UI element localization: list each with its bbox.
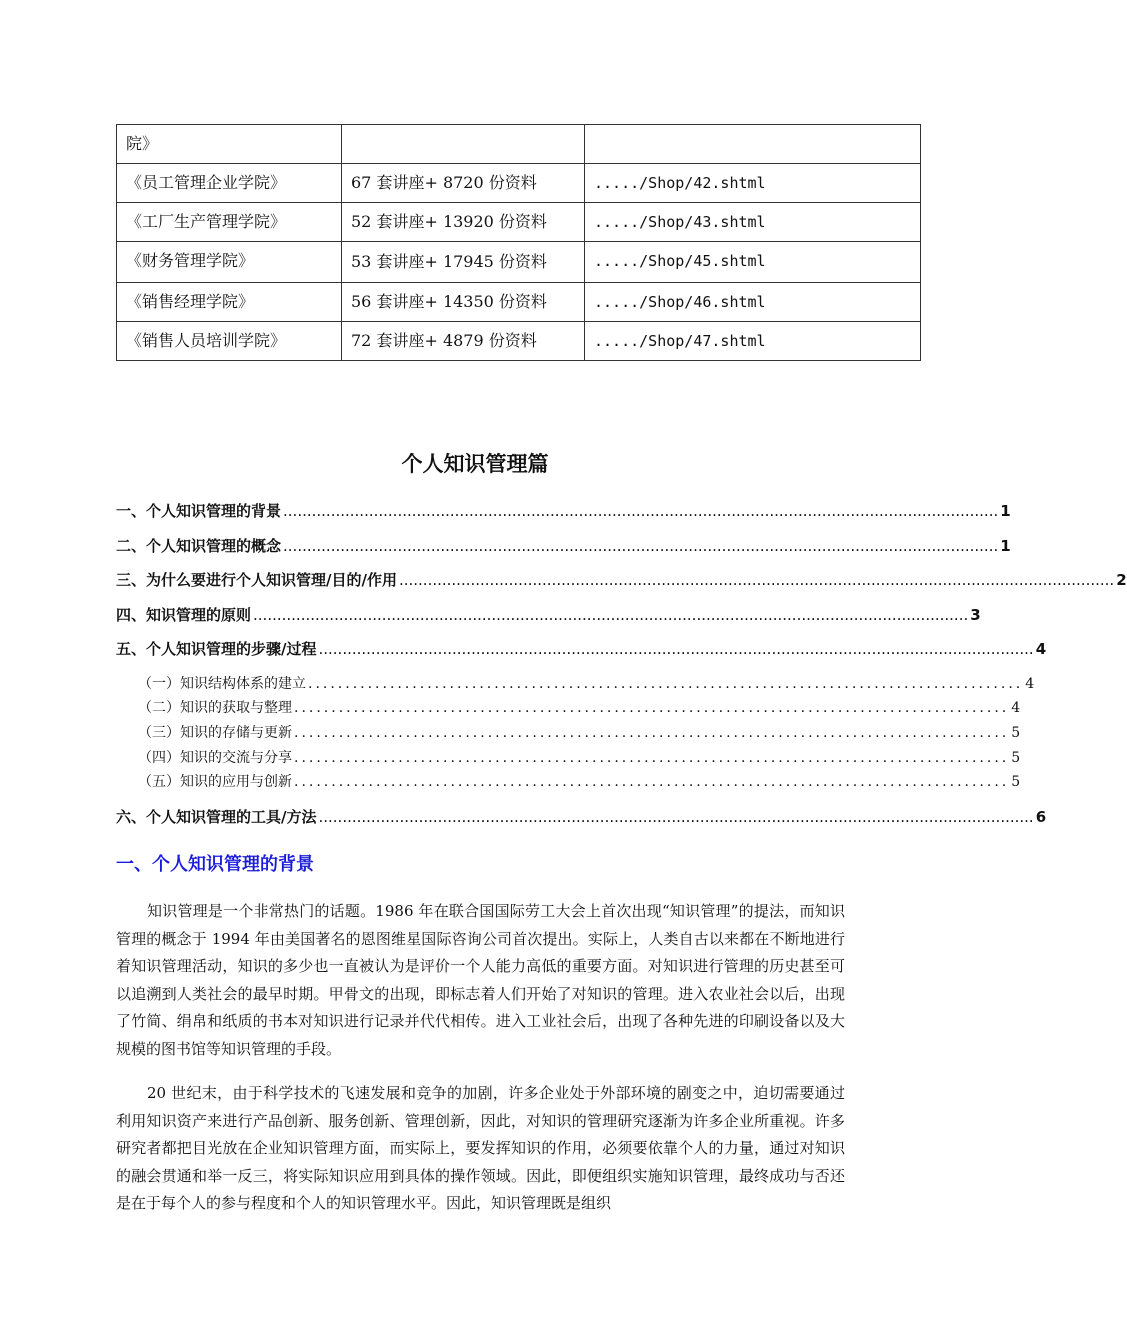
section-heading: 一、个人知识管理的背景 [116,854,314,875]
toc-subentry[interactable] [116,722,1021,742]
toc-leader: ................................................................................................ [294,774,1010,790]
content-cell: 72 套讲座+ 4879 份资料 [342,322,585,361]
link-cell[interactable]: ...../Shop/47.shtml [585,322,921,361]
link-cell [585,125,921,164]
toc-page: 5 [1011,750,1021,766]
toc-leader: ................................................................................................ [308,676,1024,692]
content-cell: 52 套讲座+ 13920 份资料 [342,203,585,242]
link-cell[interactable]: ...../Shop/43.shtml [585,203,921,242]
toc-label: （一）知识结构体系的建立 [138,676,306,692]
toc-label: 四、知识管理的原则 [116,606,252,624]
content-cell: 56 套讲座+ 14350 份资料 [342,283,585,322]
content-text: 53 套讲座+ 17945 份资料 [351,252,547,271]
link-cell[interactable]: ...../Shop/45.shtml [585,242,921,283]
toc-entry[interactable] [116,806,1047,827]
toc-label: （三）知识的存储与更新 [138,725,292,741]
table-row [117,283,921,322]
college-name-cell: 《销售经理学院》 [117,283,342,322]
toc-label: 五、个人知识管理的步骤/过程 [116,640,317,658]
college-name-cell: 《工厂生产管理学院》 [117,203,342,242]
toc-page: 6 [1035,808,1047,826]
college-name-cell: 《销售人员培训学院》 [117,322,342,361]
table-row [117,322,921,361]
toc-leader: ...................................................................................................................................................... [283,537,999,555]
document-title: 个人知识管理篇 [401,452,549,476]
toc-leader: ...................................................................................................................................................... [398,571,1115,589]
college-name-cell: 《员工管理企业学院》 [117,164,342,203]
toc-leader: ................................................................................................ [294,725,1010,741]
toc-page: 1 [1000,537,1011,555]
toc-entry[interactable] [116,604,981,625]
toc-subentry[interactable] [116,697,1021,717]
toc-page: 3 [970,606,981,624]
toc-page: 4 [1035,640,1047,658]
toc-label: （二）知识的获取与整理 [138,700,292,716]
table-row [117,125,921,164]
toc-label: （五）知识的应用与创新 [138,774,292,790]
content-cell: 67 套讲座+ 8720 份资料 [342,164,585,203]
table-row [117,164,921,203]
college-name-cell: 院》 [117,125,342,164]
body-paragraph: 知识管理是一个非常热门的话题。1986 年在联合国国际劳工大会上首次出现“知识管理”的提法，而知识管理的概念于 1994 年由美国著名的恩图维星国际咨询公司首次提出。实际上，人类自古以来都在不断地进行着知识管理活动，知识的多少也一直被认为是评价一个人能力高低的重要方面。对知识进行管理的历史甚至可以追溯到人类社会的最早时期。甲骨文的出现，即标志着人们开始了对知识的管理。进入农业社会以后，出现了竹简、绢帛和纸质的书本对知识进行记录并代代相传。进入工业社会后，出现了各种先进的印刷设备以及大规模的图书馆等知识管理的手段。 [116,902,845,1058]
toc-entry[interactable] [116,638,1047,659]
college-name-cell: 《财务管理学院》 [117,242,342,283]
toc-label: 二、个人知识管理的概念 [116,537,282,555]
toc-leader: ...................................................................................................................................................... [318,640,1034,658]
table-row [117,242,921,283]
toc-label: 三、为什么要进行个人知识管理/目的/作用 [116,571,397,589]
content-cell [342,242,585,283]
link-cell[interactable]: ...../Shop/46.shtml [585,283,921,322]
toc-subentry[interactable] [116,747,1021,767]
toc-page: 1 [1000,502,1011,520]
link-cell[interactable]: ...../Shop/42.shtml [585,164,921,203]
toc-page: 2 [1116,571,1127,589]
toc-leader: ................................................................................................ [294,750,1010,766]
toc-entry[interactable] [116,500,1011,521]
toc-subentry[interactable] [116,771,1021,791]
toc-entry[interactable] [116,535,1011,556]
toc-leader: ...................................................................................................................................................... [253,606,969,624]
toc-leader: ...................................................................................................................................................... [318,808,1034,826]
toc-label: 六、个人知识管理的工具/方法 [116,808,317,826]
catalog-table [116,124,921,361]
toc-page: 5 [1011,774,1021,790]
toc-label: 一、个人知识管理的背景 [116,502,282,520]
toc-page: 4 [1025,676,1035,692]
table-row [117,203,921,242]
toc-entry[interactable] [116,569,1127,590]
toc-subentry[interactable] [116,673,1035,693]
content-cell [342,125,585,164]
toc-leader: ...................................................................................................................................................... [283,502,999,520]
toc-label: （四）知识的交流与分享 [138,750,292,766]
toc-leader: ................................................................................................ [294,700,1010,716]
toc-page: 5 [1011,725,1021,741]
body-paragraph: 20 世纪末，由于科学技术的飞速发展和竞争的加剧，许多企业处于外部环境的剧变之中，迫切需要通过利用知识资产来进行产品创新、服务创新、管理创新，因此，对知识的管理研究逐渐为许多企业所重视。许多研究者都把目光放在企业知识管理方面，而实际上，要发挥知识的作用，必须要依靠个人的力量，通过对知识的融会贯通和举一反三，将实际知识应用到具体的操作领域。因此，即便组织实施知识管理，最终成功与否还是在于每个人的参与程度和个人的知识管理水平。因此，知识管理既是组织 [116,1084,845,1212]
toc-page: 4 [1011,700,1021,716]
